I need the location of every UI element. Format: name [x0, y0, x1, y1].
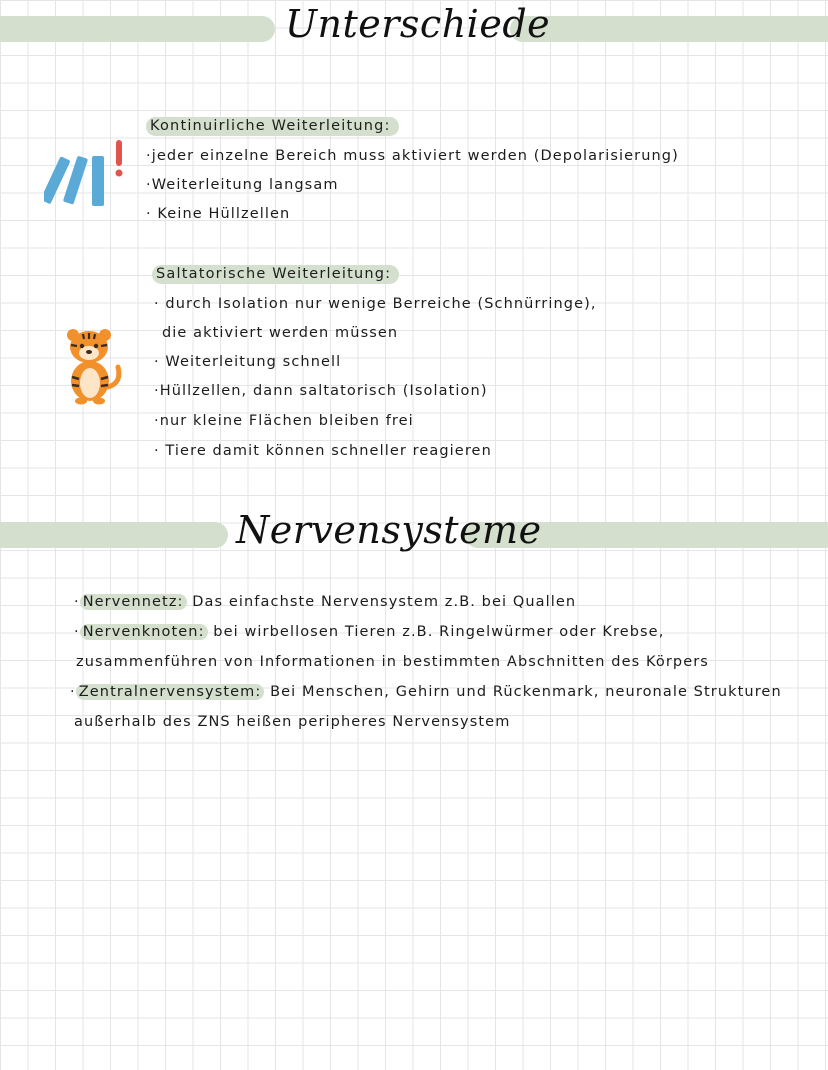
nervensystem-entry: · Nervennetz: Das einfachste Nervensystem z.B. bei Quallen [74, 594, 577, 610]
nervensystem-entry [74, 714, 510, 730]
saltatorisch-item: ·Hüllzellen, dann saltatorisch (Isolation) [154, 383, 488, 399]
nervensystem-entry [76, 654, 709, 670]
entry-text: außerhalb des ZNS heißen peripheres Nervensystem [74, 714, 511, 730]
tiger-icon [60, 325, 124, 405]
nervensystem-entry: · Zentralnervensystem: Bei Menschen, Gehirn und Rückenmark, neuronale Strukturen [70, 684, 782, 700]
term-highlight: Zentralnervensystem: [76, 684, 265, 700]
kontinuierlich-item: · Keine Hüllzellen [146, 206, 291, 222]
title-banner-right [510, 16, 828, 42]
saltatorisch-item: die aktiviert werden müssen [162, 325, 399, 341]
kontinuierlich-item: ·Weiterleitung langsam [146, 177, 339, 193]
title-banner-left [0, 16, 275, 42]
saltatorisch-heading: Saltatorische Weiterleitung: [152, 266, 399, 282]
saltatorisch-item: ·nur kleine Flächen bleiben frei [154, 413, 414, 429]
kontinuierlich-item: ·jeder einzelne Bereich muss aktiviert werden (Depolarisierung) [146, 148, 679, 164]
title-banner-left [0, 522, 228, 548]
saltatorisch-item: · durch Isolation nur wenige Berreiche (Schnürringe), [154, 296, 597, 312]
saltatorisch-item: · Tiere damit können schneller reagieren [154, 443, 492, 459]
kontinuierlich-heading: Kontinuirliche Weiterleitung: [146, 118, 399, 134]
saltatorisch-item: · Weiterleitung schnell [154, 354, 342, 370]
term-highlight: Nervennetz: [80, 594, 187, 610]
entry-text: Bei Menschen, Gehirn und Rückenmark, neuronale Strukturen [264, 684, 782, 700]
entry-text: bei wirbellosen Tieren z.B. Ringelwürmer oder Krebse, [207, 624, 665, 640]
books-exclamation-icon [44, 138, 134, 210]
section-title: Nervensysteme [236, 508, 542, 552]
nervensystem-entry: · Nervenknoten: bei wirbellosen Tieren z.B. Ringelwürmer oder Krebse, [74, 624, 665, 640]
entry-text: zusammenführen von Informationen in bestimmten Abschnitten des Körpers [76, 654, 709, 670]
entry-text: Das einfachste Nervensystem z.B. bei Quallen [186, 594, 577, 610]
page-title: Unterschiede [285, 2, 551, 46]
term-highlight: Nervenknoten: [80, 624, 208, 640]
